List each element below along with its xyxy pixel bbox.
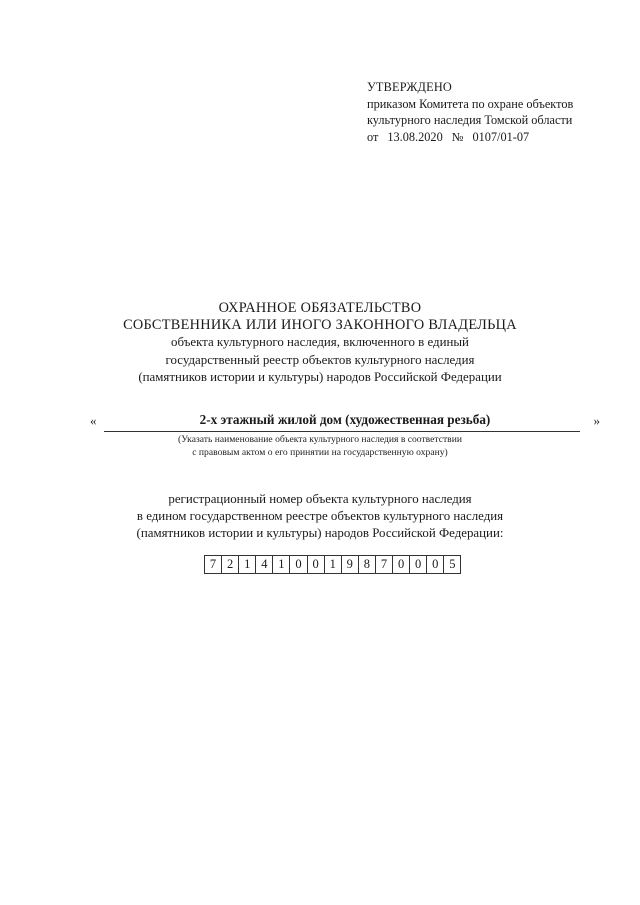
registration-digit: 5 [444,556,461,573]
registration-digit: 7 [205,556,222,573]
registration-line-1: регистрационный номер объекта культурного наследия [168,492,472,506]
approval-number-prefix: № [451,129,464,144]
registration-digit: 0 [427,556,444,573]
registration-digit: 9 [342,556,359,573]
close-quote: » [593,413,600,428]
hint-line-1: (Указать наименование объекта культурного наследия в соответствии [178,434,462,445]
title-line-3: объекта культурного наследия, включенного в единый [171,335,469,349]
document-title [0,300,640,387]
open-quote: « [90,413,97,428]
registration-digit: 7 [376,556,393,573]
approval-stamp [367,79,607,145]
registration-digit: 4 [256,556,273,573]
registration-digit: 0 [410,556,427,573]
approval-line-1: приказом Комитета по охране объектов [367,96,574,111]
registration-digit: 0 [290,556,307,573]
title-line-2: СОБСТВЕННИКА ИЛИ ИНОГО ЗАКОННОГО ВЛАДЕЛЬЦА [123,317,517,333]
registration-digit: 2 [222,556,239,573]
approval-heading: УТВЕРЖДЕНО [367,80,453,94]
approval-order-line [367,129,607,146]
object-name-hint [0,433,640,459]
approval-date-prefix: от [367,129,379,144]
registration-digit: 0 [393,556,410,573]
registration-line-2: в едином государственном реестре объектов культурного наследия [136,509,504,523]
approval-date: 13.08.2020 [387,129,443,144]
registration-digit: 1 [239,556,256,573]
object-name-row [90,410,600,432]
registration-digit: 1 [325,556,342,573]
registration-digit: 0 [308,556,325,573]
hint-line-2: с правовым актом о его принятии на государственную охрану) [192,447,448,458]
registration-digit: 1 [273,556,290,573]
registration-digit: 8 [359,556,376,573]
object-name-underline [104,431,580,432]
approval-number: 0107/01-07 [472,129,530,144]
approval-line-2: культурного наследия Томской области [367,113,573,127]
title-line-4: государственный реестр объектов культурного наследия [165,352,475,367]
registration-line-3: (памятников истории и культуры) народов Российской Федерации: [136,526,504,540]
registration-caption [0,491,640,542]
title-line-1: ОХРАННОЕ ОБЯЗАТЕЛЬСТВО [218,300,422,316]
registration-number-boxes [204,555,461,574]
title-line-5: (памятников истории и культуры) народов Российской Федерации [138,370,502,384]
object-name: 2-х этажный жилой дом (художественная резьба) [199,412,491,427]
